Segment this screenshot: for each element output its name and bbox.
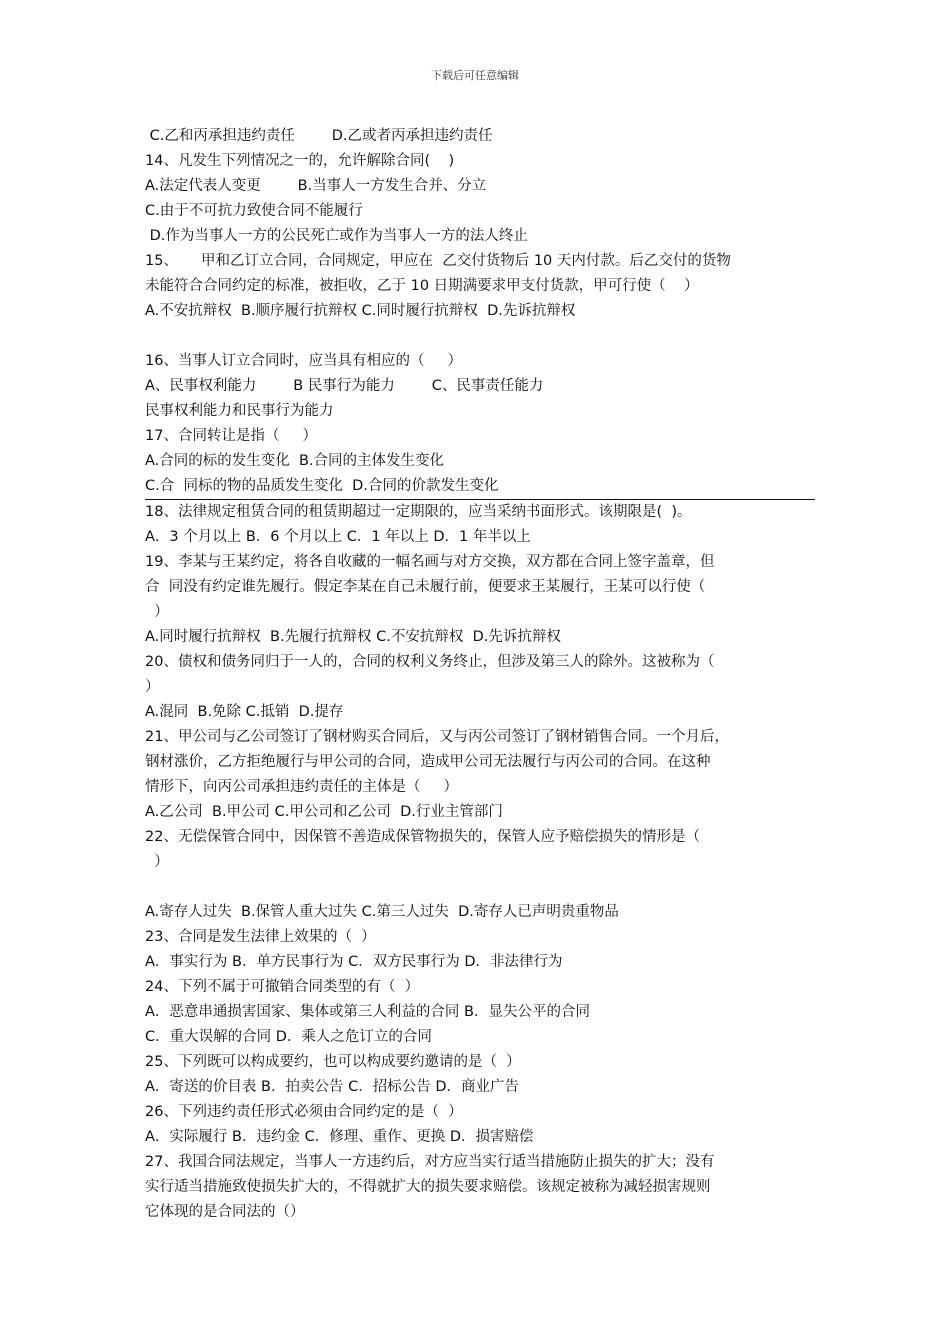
page-header: 下载后可任意编辑	[431, 69, 519, 82]
text-line: D.作为当事人一方的公民死亡或作为当事人一方的法人终止	[145, 228, 528, 244]
question-21: 21、甲公司与乙公司签订了钢材购买合同后，又与丙公司签订了钢材销售合同。一个月后，	[145, 729, 729, 745]
text-line: A、民事权利能力 B 民事行为能力 C、民事责任能力	[145, 378, 544, 394]
text-line: 钢材涨价，乙方拒绝履行与甲公司的合同，造成甲公司无法履行与丙公司的合同。在这种	[145, 754, 711, 770]
question-22: 22、无偿保管合同中，因保管不善造成保管物损失的，保管人应予赔偿损失的情形是（	[145, 829, 700, 845]
text-line: A.法定代表人变更 B.当事人一方发生合并、分立	[145, 178, 487, 194]
text-line: C．重大误解的合同 D．乘人之危订立的合同	[145, 1029, 432, 1045]
text-line: A.混同 B.免除 C.抵销 D.提存	[145, 704, 344, 720]
text-line: A．恶意串通损害国家、集体或第三人利益的合同 B．显失公平的合同	[145, 1004, 590, 1020]
text-line: 它体现的是合同法的（）	[145, 1204, 305, 1220]
text-line: 情形下，向丙公司承担违约责任的主体是（ ）	[145, 779, 459, 795]
text-line: 未能符合合同约定的标准，被拒收，乙于 10 日期满要求甲支付货款，甲可行使（ ）	[145, 278, 699, 294]
question-27: 27、我国合同法规定，当事人一方违约后，对方应当实行适当措施防止损失的扩大；没有	[145, 1154, 715, 1170]
text-line: 合 同没有约定谁先履行。假定李某在自己未履行前，便要求王某履行，王某可以行使（	[145, 579, 706, 595]
text-line: A．事实行为 B．单方民事行为 C．双方民事行为 D．非法律行为	[145, 954, 563, 970]
text-line: A．3 个月以上 B．6 个月以上 C．1 年以上 D．1 年半以上	[145, 529, 531, 545]
question-20: 20、债权和债务同归于一人的，合同的权利义务终止，但涉及第三人的除外。这被称为（	[145, 654, 715, 670]
text-line: ）	[145, 604, 169, 620]
text-line: C.由于不可抗力致使合同不能履行	[145, 203, 363, 219]
question-19: 19、李某与王某约定，将各自收藏的一幅名画与对方交换，双方都在合同上签字盖章，但	[145, 554, 715, 570]
text-line-underlined: C.合 同标的物的品质发生变化 D.合同的价款发生变化	[145, 474, 815, 500]
text-line: A.不安抗辩权 B.顺序履行抗辩权 C.同时履行抗辩权 D.先诉抗辩权	[145, 303, 576, 319]
question-26: 26、下列违约责任形式必须由合同约定的是（ ）	[145, 1104, 463, 1120]
text-line: ）	[145, 679, 160, 695]
text-line: ）	[145, 854, 169, 870]
text-line: 民事权利能力和民事行为能力	[145, 403, 334, 419]
question-24: 24、下列不属于可撤销合同类型的有（ ）	[145, 979, 420, 995]
question-17: 17、合同转让是指（ ）	[145, 428, 317, 444]
question-18: 18、法律规定租赁合同的租赁期超过一定期限的，应当采纳书面形式。该期限是( )。	[145, 504, 692, 520]
text-line: A.同时履行抗辩权 B.先履行抗辩权 C.不安抗辩权 D.先诉抗辩权	[145, 629, 561, 645]
question-23: 23、合同是发生法律上效果的（ ）	[145, 929, 376, 945]
text-line: A．寄送的价目表 B．拍卖公告 C．招标公告 D．商业广告	[145, 1079, 519, 1095]
question-16: 16、当事人订立合同时，应当具有相应的（ ）	[145, 353, 462, 369]
question-25: 25、下列既可以构成要约，也可以构成要约邀请的是（ ）	[145, 1054, 521, 1070]
text-line: A.寄存人过失 B.保管人重大过失 C.第三人过失 D.寄存人已声明贵重物品	[145, 904, 619, 920]
text-line: A.合同的标的发生变化 B.合同的主体发生变化	[145, 453, 445, 469]
question-14: 14、凡发生下列情况之一的，允许解除合同( )	[145, 153, 455, 169]
text-line: A.乙公司 B.甲公司 C.甲公司和乙公司 D.行业主管部门	[145, 804, 503, 820]
text-line: C.乙和丙承担违约责任 D.乙或者丙承担违约责任	[145, 128, 493, 144]
text-line: A．实际履行 B．违约金 C．修理、重作、更换 D．损害赔偿	[145, 1129, 534, 1145]
blank-line	[145, 875, 815, 900]
document-body	[145, 124, 815, 1225]
text-line: 实行适当措施致使损失扩大的，不得就扩大的损失要求赔偿。该规定被称为减轻损害规则	[145, 1179, 711, 1195]
blank-line	[145, 324, 815, 349]
question-15: 15、 甲和乙订立合同，合同规定，甲应在 乙交付货物后 10 天内付款。后乙交付的货物	[145, 253, 731, 269]
